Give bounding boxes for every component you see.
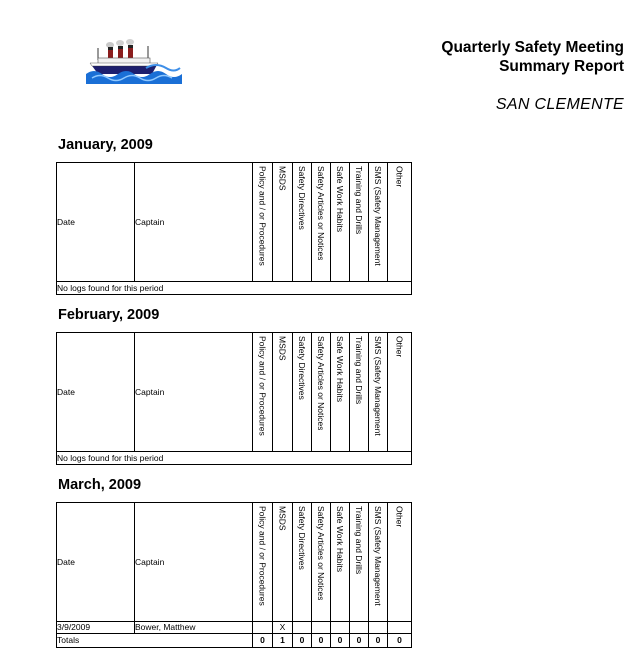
row-mark [253,622,273,634]
column-header-other: Other [388,503,412,622]
table-row [57,622,412,634]
column-header-msds: MSDS [273,163,293,282]
row-mark [369,622,388,634]
row-date: 3/9/2009 [57,622,135,634]
row-mark [312,622,331,634]
total-value: 0 [350,634,369,648]
location-name: SAN CLEMENTE [495,96,624,113]
cruise-ship-icon [86,38,182,84]
total-value: 0 [293,634,312,648]
column-header-safety-articles: Safety Articles or Notices [312,333,331,452]
row-mark [331,622,350,634]
report-title-line2: Summary Report [499,58,624,75]
totals-row [57,634,412,648]
log-table-january [56,162,412,295]
total-value: 0 [369,634,388,648]
column-header-captain: Captain [135,503,253,622]
empty-period-message: No logs found for this period [57,282,412,295]
row-captain: Bower, Matthew [135,622,253,634]
month-heading-january: January, 2009 [58,137,153,153]
report-title-line1: Quarterly Safety Meeting [441,39,624,56]
column-header-other: Other [388,333,412,452]
empty-period-message: No logs found for this period [57,452,412,465]
total-value: 1 [273,634,293,648]
column-header-sms: SMS (Safety Management [369,333,388,452]
column-header-safe-work-habits: Safe Work Habits [331,333,350,452]
totals-label: Totals [57,634,253,648]
column-header-safety-articles: Safety Articles or Notices [312,503,331,622]
row-mark [293,622,312,634]
column-header-date: Date [57,163,135,282]
row-mark: X [273,622,293,634]
column-header-sms: SMS (Safety Management [369,163,388,282]
column-header-policy: Policy and / or Procedures [253,503,273,622]
column-header-captain: Captain [135,333,253,452]
log-table-february [56,332,412,465]
column-header-other: Other [388,163,412,282]
column-header-safety-articles: Safety Articles or Notices [312,163,331,282]
column-header-safe-work-habits: Safe Work Habits [331,163,350,282]
column-header-training: Training and Drills [350,163,369,282]
column-header-safety-directives: Safety Directives [293,503,312,622]
row-mark [388,622,412,634]
column-header-policy: Policy and / or Procedures [253,163,273,282]
column-header-msds: MSDS [273,333,293,452]
column-header-policy: Policy and / or Procedures [253,333,273,452]
column-header-training: Training and Drills [350,503,369,622]
column-header-safe-work-habits: Safe Work Habits [331,503,350,622]
column-header-date: Date [57,503,135,622]
total-value: 0 [312,634,331,648]
log-table-march [56,502,412,648]
column-header-training: Training and Drills [350,333,369,452]
column-header-date: Date [57,333,135,452]
total-value: 0 [388,634,412,648]
month-heading-march: March, 2009 [58,477,142,493]
total-value: 0 [331,634,350,648]
column-header-captain: Captain [135,163,253,282]
column-header-sms: SMS (Safety Management [369,503,388,622]
column-header-safety-directives: Safety Directives [293,163,312,282]
month-heading-february: February, 2009 [58,307,160,323]
total-value: 0 [253,634,273,648]
row-mark [350,622,369,634]
column-header-safety-directives: Safety Directives [293,333,312,452]
report-title [441,38,624,76]
column-header-msds: MSDS [273,503,293,622]
